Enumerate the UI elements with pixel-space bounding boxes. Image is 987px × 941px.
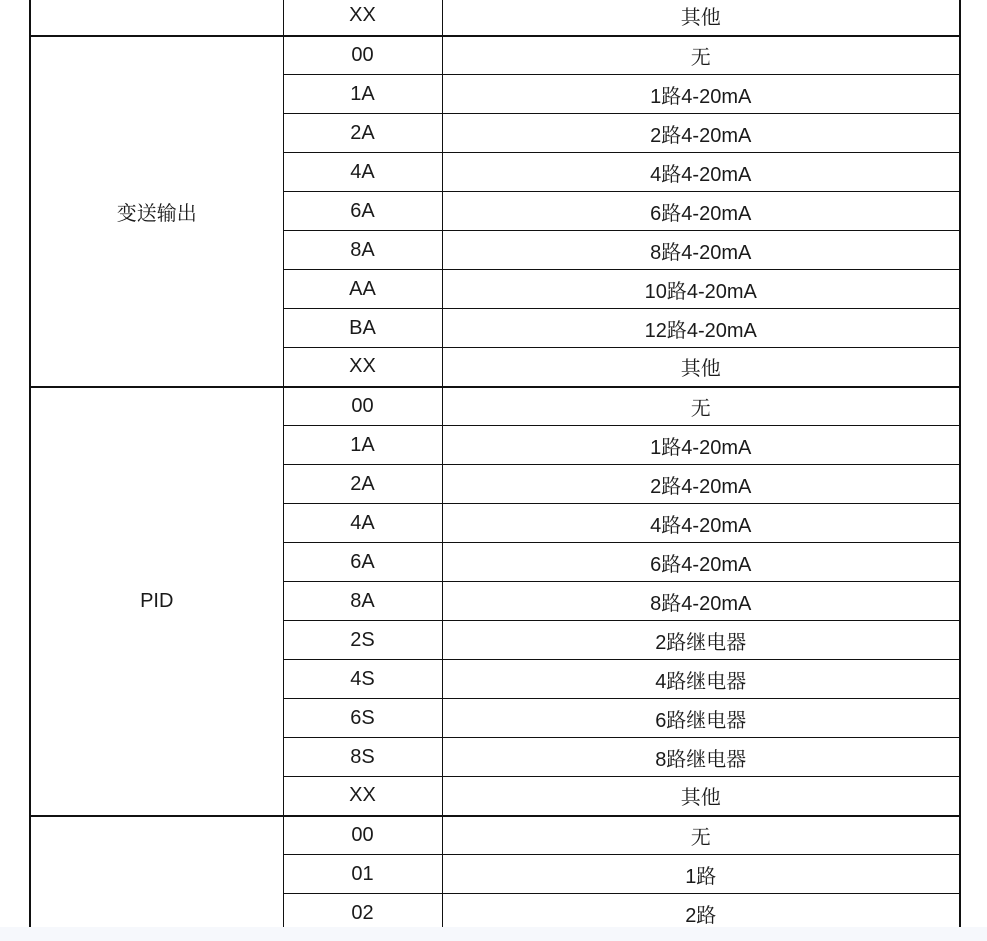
- code-cell: 2S: [283, 621, 442, 660]
- table-row: [30, 816, 960, 855]
- description-cell: 4路4-20mA: [442, 504, 960, 543]
- code-cell: 00: [283, 36, 442, 75]
- code-cell: 6A: [283, 543, 442, 582]
- code-cell: 01: [283, 855, 442, 894]
- description-cell: 8路4-20mA: [442, 231, 960, 270]
- description-cell: 1路4-20mA: [442, 426, 960, 465]
- description-cell: 12路4-20mA: [442, 309, 960, 348]
- description-cell: 4路继电器: [442, 660, 960, 699]
- code-cell: 00: [283, 816, 442, 855]
- description-cell: 6路继电器: [442, 699, 960, 738]
- description-cell: 无: [442, 36, 960, 75]
- code-cell: XX: [283, 348, 442, 387]
- description-cell: 无: [442, 816, 960, 855]
- code-cell: 2A: [283, 114, 442, 153]
- code-cell: 2A: [283, 465, 442, 504]
- code-cell: AA: [283, 270, 442, 309]
- group-label-cell: PID: [30, 387, 283, 816]
- code-cell: 8A: [283, 582, 442, 621]
- code-cell: 1A: [283, 75, 442, 114]
- description-cell: 2路4-20mA: [442, 114, 960, 153]
- description-cell: 其他: [442, 0, 960, 36]
- description-cell: 6路4-20mA: [442, 192, 960, 231]
- code-cell: 8S: [283, 738, 442, 777]
- table-row: [30, 387, 960, 426]
- group-label-cell: [30, 0, 283, 36]
- description-cell: 2路4-20mA: [442, 465, 960, 504]
- page-footer-band: [0, 927, 987, 941]
- code-cell: 6S: [283, 699, 442, 738]
- description-cell: 2路继电器: [442, 621, 960, 660]
- group-label-cell: 变送输出: [30, 36, 283, 387]
- code-cell: 4A: [283, 153, 442, 192]
- code-cell: BA: [283, 309, 442, 348]
- code-cell: XX: [283, 0, 442, 36]
- description-cell: 10路4-20mA: [442, 270, 960, 309]
- code-cell: 4A: [283, 504, 442, 543]
- code-cell: 6A: [283, 192, 442, 231]
- description-cell: 1路: [442, 855, 960, 894]
- code-cell: 1A: [283, 426, 442, 465]
- group-label-cell: [30, 816, 283, 928]
- spec-table-viewport: [29, 0, 962, 927]
- description-cell: 8路继电器: [442, 738, 960, 777]
- description-cell: 4路4-20mA: [442, 153, 960, 192]
- table-row: [30, 36, 960, 75]
- description-cell: 其他: [442, 348, 960, 387]
- spec-table: [29, 0, 961, 927]
- description-cell: 1路4-20mA: [442, 75, 960, 114]
- description-cell: 2路: [442, 894, 960, 928]
- description-cell: 其他: [442, 777, 960, 816]
- description-cell: 无: [442, 387, 960, 426]
- code-cell: 00: [283, 387, 442, 426]
- code-cell: XX: [283, 777, 442, 816]
- table-row: [30, 0, 960, 36]
- code-cell: 02: [283, 894, 442, 928]
- description-cell: 8路4-20mA: [442, 582, 960, 621]
- code-cell: 8A: [283, 231, 442, 270]
- code-cell: 4S: [283, 660, 442, 699]
- description-cell: 6路4-20mA: [442, 543, 960, 582]
